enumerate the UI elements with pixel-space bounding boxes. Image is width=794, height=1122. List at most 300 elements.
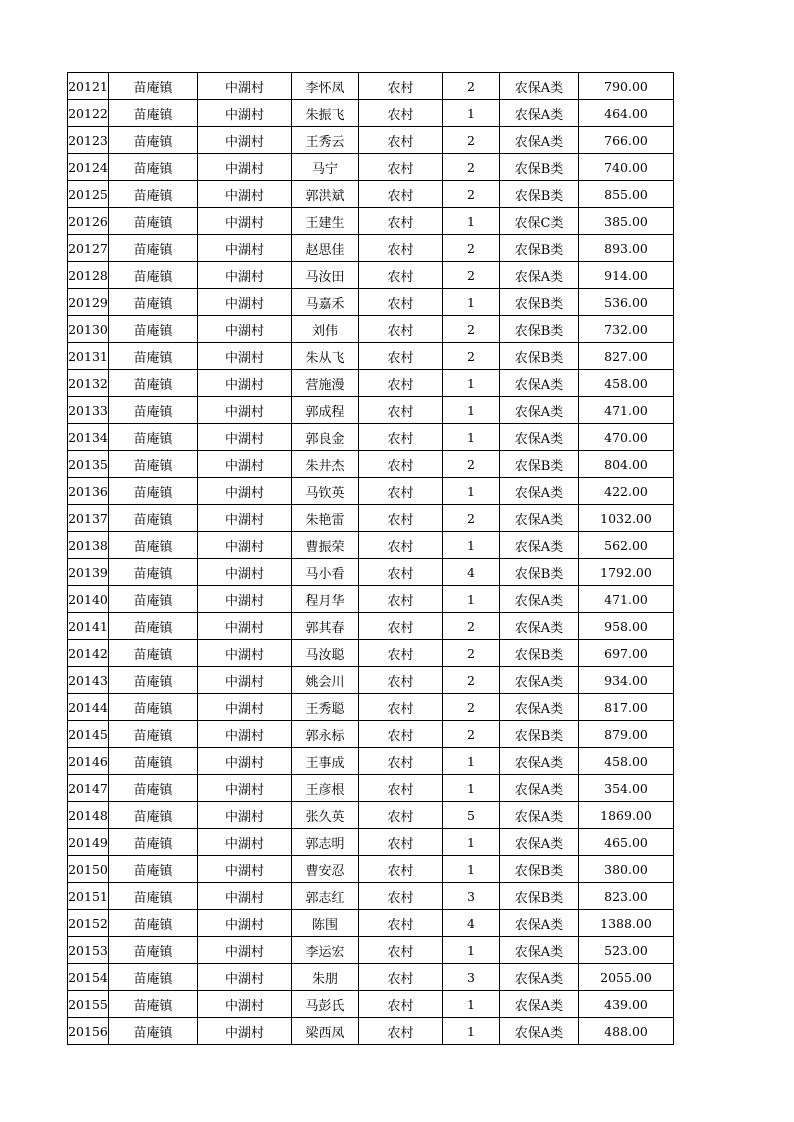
cell-type: 农保A类 bbox=[500, 775, 579, 802]
cell-town: 苗庵镇 bbox=[109, 640, 198, 667]
cell-village: 中湖村 bbox=[198, 505, 292, 532]
table-row bbox=[68, 559, 674, 586]
table-row bbox=[68, 343, 674, 370]
cell-town: 苗庵镇 bbox=[109, 397, 198, 424]
cell-village: 中湖村 bbox=[198, 694, 292, 721]
cell-village: 中湖村 bbox=[198, 343, 292, 370]
cell-town: 苗庵镇 bbox=[109, 613, 198, 640]
cell-area: 农村 bbox=[359, 289, 443, 316]
cell-amount: 855.00 bbox=[579, 181, 674, 208]
cell-area: 农村 bbox=[359, 370, 443, 397]
table-row bbox=[68, 829, 674, 856]
cell-amount: 804.00 bbox=[579, 451, 674, 478]
cell-amount: 827.00 bbox=[579, 343, 674, 370]
cell-amount: 817.00 bbox=[579, 694, 674, 721]
cell-town: 苗庵镇 bbox=[109, 694, 198, 721]
cell-name: 李怀凤 bbox=[292, 73, 359, 100]
cell-type: 农保A类 bbox=[500, 667, 579, 694]
cell-count: 1 bbox=[443, 478, 500, 505]
cell-area: 农村 bbox=[359, 1018, 443, 1045]
cell-count: 1 bbox=[443, 1018, 500, 1045]
cell-village: 中湖村 bbox=[198, 586, 292, 613]
cell-area: 农村 bbox=[359, 964, 443, 991]
cell-area: 农村 bbox=[359, 559, 443, 586]
cell-type: 农保B类 bbox=[500, 721, 579, 748]
cell-amount: 439.00 bbox=[579, 991, 674, 1018]
cell-type: 农保B类 bbox=[500, 559, 579, 586]
cell-count: 4 bbox=[443, 910, 500, 937]
cell-id: 20145 bbox=[68, 721, 109, 748]
cell-id: 20154 bbox=[68, 964, 109, 991]
cell-amount: 790.00 bbox=[579, 73, 674, 100]
cell-type: 农保A类 bbox=[500, 991, 579, 1018]
cell-name: 张久英 bbox=[292, 802, 359, 829]
cell-amount: 732.00 bbox=[579, 316, 674, 343]
cell-id: 20155 bbox=[68, 991, 109, 1018]
records-table-body bbox=[68, 73, 674, 1045]
cell-village: 中湖村 bbox=[198, 829, 292, 856]
cell-amount: 697.00 bbox=[579, 640, 674, 667]
cell-id: 20133 bbox=[68, 397, 109, 424]
cell-name: 马嘉禾 bbox=[292, 289, 359, 316]
cell-village: 中湖村 bbox=[198, 451, 292, 478]
cell-name: 朱朋 bbox=[292, 964, 359, 991]
cell-town: 苗庵镇 bbox=[109, 370, 198, 397]
cell-area: 农村 bbox=[359, 694, 443, 721]
table-row bbox=[68, 640, 674, 667]
cell-id: 20144 bbox=[68, 694, 109, 721]
cell-village: 中湖村 bbox=[198, 640, 292, 667]
cell-village: 中湖村 bbox=[198, 100, 292, 127]
cell-town: 苗庵镇 bbox=[109, 181, 198, 208]
table-row bbox=[68, 505, 674, 532]
table-row bbox=[68, 748, 674, 775]
cell-area: 农村 bbox=[359, 856, 443, 883]
cell-area: 农村 bbox=[359, 235, 443, 262]
cell-id: 20150 bbox=[68, 856, 109, 883]
cell-name: 郭永标 bbox=[292, 721, 359, 748]
cell-town: 苗庵镇 bbox=[109, 829, 198, 856]
table-row bbox=[68, 964, 674, 991]
cell-name: 马钦英 bbox=[292, 478, 359, 505]
cell-name: 李运宏 bbox=[292, 937, 359, 964]
table-row bbox=[68, 235, 674, 262]
cell-town: 苗庵镇 bbox=[109, 451, 198, 478]
cell-id: 20153 bbox=[68, 937, 109, 964]
cell-id: 20129 bbox=[68, 289, 109, 316]
cell-town: 苗庵镇 bbox=[109, 586, 198, 613]
cell-amount: 471.00 bbox=[579, 397, 674, 424]
table-row bbox=[68, 397, 674, 424]
cell-type: 农保A类 bbox=[500, 964, 579, 991]
cell-amount: 354.00 bbox=[579, 775, 674, 802]
cell-town: 苗庵镇 bbox=[109, 856, 198, 883]
table-row bbox=[68, 289, 674, 316]
cell-type: 农保B类 bbox=[500, 343, 579, 370]
cell-amount: 958.00 bbox=[579, 613, 674, 640]
table-row bbox=[68, 910, 674, 937]
cell-count: 1 bbox=[443, 424, 500, 451]
cell-area: 农村 bbox=[359, 397, 443, 424]
cell-village: 中湖村 bbox=[198, 883, 292, 910]
cell-area: 农村 bbox=[359, 883, 443, 910]
cell-count: 5 bbox=[443, 802, 500, 829]
cell-type: 农保A类 bbox=[500, 100, 579, 127]
cell-name: 郭志红 bbox=[292, 883, 359, 910]
cell-id: 20148 bbox=[68, 802, 109, 829]
cell-id: 20135 bbox=[68, 451, 109, 478]
cell-amount: 893.00 bbox=[579, 235, 674, 262]
cell-type: 农保A类 bbox=[500, 937, 579, 964]
cell-type: 农保A类 bbox=[500, 478, 579, 505]
cell-amount: 385.00 bbox=[579, 208, 674, 235]
cell-town: 苗庵镇 bbox=[109, 910, 198, 937]
cell-id: 20142 bbox=[68, 640, 109, 667]
cell-name: 马小看 bbox=[292, 559, 359, 586]
cell-town: 苗庵镇 bbox=[109, 235, 198, 262]
cell-type: 农保B类 bbox=[500, 181, 579, 208]
table-row bbox=[68, 154, 674, 181]
cell-type: 农保A类 bbox=[500, 424, 579, 451]
cell-count: 1 bbox=[443, 100, 500, 127]
cell-count: 2 bbox=[443, 667, 500, 694]
cell-type: 农保A类 bbox=[500, 910, 579, 937]
cell-count: 1 bbox=[443, 829, 500, 856]
table-row bbox=[68, 721, 674, 748]
cell-type: 农保A类 bbox=[500, 505, 579, 532]
cell-town: 苗庵镇 bbox=[109, 532, 198, 559]
cell-amount: 740.00 bbox=[579, 154, 674, 181]
cell-id: 20141 bbox=[68, 613, 109, 640]
cell-count: 4 bbox=[443, 559, 500, 586]
cell-town: 苗庵镇 bbox=[109, 424, 198, 451]
cell-type: 农保B类 bbox=[500, 640, 579, 667]
cell-count: 1 bbox=[443, 748, 500, 775]
cell-village: 中湖村 bbox=[198, 397, 292, 424]
table-row bbox=[68, 694, 674, 721]
cell-amount: 488.00 bbox=[579, 1018, 674, 1045]
cell-id: 20124 bbox=[68, 154, 109, 181]
cell-type: 农保A类 bbox=[500, 262, 579, 289]
cell-count: 1 bbox=[443, 586, 500, 613]
cell-village: 中湖村 bbox=[198, 964, 292, 991]
cell-count: 3 bbox=[443, 883, 500, 910]
cell-area: 农村 bbox=[359, 775, 443, 802]
cell-area: 农村 bbox=[359, 100, 443, 127]
cell-count: 2 bbox=[443, 343, 500, 370]
table-row bbox=[68, 451, 674, 478]
cell-id: 20140 bbox=[68, 586, 109, 613]
cell-name: 刘伟 bbox=[292, 316, 359, 343]
table-row bbox=[68, 127, 674, 154]
cell-area: 农村 bbox=[359, 478, 443, 505]
cell-village: 中湖村 bbox=[198, 73, 292, 100]
cell-area: 农村 bbox=[359, 424, 443, 451]
cell-amount: 471.00 bbox=[579, 586, 674, 613]
cell-amount: 823.00 bbox=[579, 883, 674, 910]
cell-amount: 766.00 bbox=[579, 127, 674, 154]
cell-village: 中湖村 bbox=[198, 559, 292, 586]
cell-village: 中湖村 bbox=[198, 721, 292, 748]
table-row bbox=[68, 424, 674, 451]
cell-id: 20151 bbox=[68, 883, 109, 910]
cell-count: 2 bbox=[443, 127, 500, 154]
cell-id: 20137 bbox=[68, 505, 109, 532]
cell-id: 20121 bbox=[68, 73, 109, 100]
table-row bbox=[68, 1018, 674, 1045]
cell-name: 梁西凤 bbox=[292, 1018, 359, 1045]
cell-type: 农保B类 bbox=[500, 235, 579, 262]
cell-count: 2 bbox=[443, 505, 500, 532]
cell-town: 苗庵镇 bbox=[109, 127, 198, 154]
cell-count: 2 bbox=[443, 154, 500, 181]
table-row bbox=[68, 208, 674, 235]
table-row bbox=[68, 262, 674, 289]
cell-type: 农保A类 bbox=[500, 370, 579, 397]
cell-town: 苗庵镇 bbox=[109, 667, 198, 694]
cell-id: 20146 bbox=[68, 748, 109, 775]
cell-name: 程月华 bbox=[292, 586, 359, 613]
cell-type: 农保B类 bbox=[500, 316, 579, 343]
cell-count: 1 bbox=[443, 856, 500, 883]
cell-village: 中湖村 bbox=[198, 775, 292, 802]
cell-type: 农保B类 bbox=[500, 451, 579, 478]
cell-town: 苗庵镇 bbox=[109, 775, 198, 802]
cell-count: 2 bbox=[443, 73, 500, 100]
table-row bbox=[68, 316, 674, 343]
cell-name: 曹振荣 bbox=[292, 532, 359, 559]
cell-id: 20123 bbox=[68, 127, 109, 154]
cell-name: 马汝聪 bbox=[292, 640, 359, 667]
cell-area: 农村 bbox=[359, 613, 443, 640]
cell-count: 1 bbox=[443, 289, 500, 316]
table-row bbox=[68, 73, 674, 100]
cell-village: 中湖村 bbox=[198, 370, 292, 397]
cell-village: 中湖村 bbox=[198, 910, 292, 937]
cell-amount: 458.00 bbox=[579, 748, 674, 775]
cell-type: 农保A类 bbox=[500, 613, 579, 640]
table-row bbox=[68, 532, 674, 559]
cell-id: 20132 bbox=[68, 370, 109, 397]
cell-amount: 1032.00 bbox=[579, 505, 674, 532]
table-row bbox=[68, 478, 674, 505]
cell-count: 2 bbox=[443, 262, 500, 289]
cell-town: 苗庵镇 bbox=[109, 316, 198, 343]
cell-name: 朱井杰 bbox=[292, 451, 359, 478]
cell-town: 苗庵镇 bbox=[109, 748, 198, 775]
cell-town: 苗庵镇 bbox=[109, 73, 198, 100]
cell-id: 20139 bbox=[68, 559, 109, 586]
records-table bbox=[67, 72, 674, 1045]
cell-village: 中湖村 bbox=[198, 289, 292, 316]
cell-town: 苗庵镇 bbox=[109, 883, 198, 910]
cell-name: 朱艳雷 bbox=[292, 505, 359, 532]
cell-town: 苗庵镇 bbox=[109, 505, 198, 532]
cell-type: 农保A类 bbox=[500, 748, 579, 775]
cell-count: 2 bbox=[443, 181, 500, 208]
cell-name: 王建生 bbox=[292, 208, 359, 235]
cell-count: 2 bbox=[443, 613, 500, 640]
cell-area: 农村 bbox=[359, 991, 443, 1018]
cell-name: 郭成程 bbox=[292, 397, 359, 424]
cell-id: 20122 bbox=[68, 100, 109, 127]
cell-id: 20127 bbox=[68, 235, 109, 262]
cell-village: 中湖村 bbox=[198, 667, 292, 694]
cell-town: 苗庵镇 bbox=[109, 991, 198, 1018]
cell-village: 中湖村 bbox=[198, 748, 292, 775]
cell-village: 中湖村 bbox=[198, 208, 292, 235]
cell-id: 20130 bbox=[68, 316, 109, 343]
cell-area: 农村 bbox=[359, 154, 443, 181]
cell-type: 农保A类 bbox=[500, 532, 579, 559]
cell-count: 1 bbox=[443, 991, 500, 1018]
cell-type: 农保B类 bbox=[500, 154, 579, 181]
cell-id: 20136 bbox=[68, 478, 109, 505]
cell-village: 中湖村 bbox=[198, 316, 292, 343]
cell-area: 农村 bbox=[359, 937, 443, 964]
cell-amount: 914.00 bbox=[579, 262, 674, 289]
cell-name: 陈围 bbox=[292, 910, 359, 937]
cell-amount: 536.00 bbox=[579, 289, 674, 316]
cell-area: 农村 bbox=[359, 748, 443, 775]
cell-type: 农保B类 bbox=[500, 289, 579, 316]
cell-area: 农村 bbox=[359, 802, 443, 829]
cell-amount: 1388.00 bbox=[579, 910, 674, 937]
cell-amount: 380.00 bbox=[579, 856, 674, 883]
cell-village: 中湖村 bbox=[198, 991, 292, 1018]
cell-village: 中湖村 bbox=[198, 424, 292, 451]
cell-name: 马汝田 bbox=[292, 262, 359, 289]
cell-town: 苗庵镇 bbox=[109, 208, 198, 235]
cell-type: 农保A类 bbox=[500, 397, 579, 424]
cell-village: 中湖村 bbox=[198, 262, 292, 289]
cell-type: 农保B类 bbox=[500, 883, 579, 910]
cell-id: 20134 bbox=[68, 424, 109, 451]
cell-area: 农村 bbox=[359, 127, 443, 154]
cell-type: 农保A类 bbox=[500, 127, 579, 154]
cell-town: 苗庵镇 bbox=[109, 262, 198, 289]
cell-amount: 422.00 bbox=[579, 478, 674, 505]
cell-count: 1 bbox=[443, 397, 500, 424]
cell-id: 20149 bbox=[68, 829, 109, 856]
cell-count: 1 bbox=[443, 208, 500, 235]
cell-name: 王秀云 bbox=[292, 127, 359, 154]
cell-amount: 562.00 bbox=[579, 532, 674, 559]
cell-area: 农村 bbox=[359, 208, 443, 235]
cell-count: 1 bbox=[443, 775, 500, 802]
table-row bbox=[68, 667, 674, 694]
cell-count: 2 bbox=[443, 451, 500, 478]
cell-amount: 1869.00 bbox=[579, 802, 674, 829]
cell-amount: 470.00 bbox=[579, 424, 674, 451]
cell-count: 2 bbox=[443, 694, 500, 721]
cell-village: 中湖村 bbox=[198, 154, 292, 181]
cell-village: 中湖村 bbox=[198, 478, 292, 505]
cell-town: 苗庵镇 bbox=[109, 802, 198, 829]
cell-name: 马宁 bbox=[292, 154, 359, 181]
cell-type: 农保A类 bbox=[500, 694, 579, 721]
cell-name: 王彦根 bbox=[292, 775, 359, 802]
cell-area: 农村 bbox=[359, 316, 443, 343]
cell-town: 苗庵镇 bbox=[109, 100, 198, 127]
cell-amount: 879.00 bbox=[579, 721, 674, 748]
table-row bbox=[68, 802, 674, 829]
cell-area: 农村 bbox=[359, 829, 443, 856]
cell-amount: 1792.00 bbox=[579, 559, 674, 586]
cell-name: 郭志明 bbox=[292, 829, 359, 856]
cell-type: 农保A类 bbox=[500, 73, 579, 100]
cell-area: 农村 bbox=[359, 73, 443, 100]
cell-village: 中湖村 bbox=[198, 1018, 292, 1045]
cell-id: 20152 bbox=[68, 910, 109, 937]
cell-area: 农村 bbox=[359, 451, 443, 478]
cell-type: 农保A类 bbox=[500, 586, 579, 613]
table-row bbox=[68, 991, 674, 1018]
cell-count: 2 bbox=[443, 640, 500, 667]
cell-amount: 464.00 bbox=[579, 100, 674, 127]
cell-town: 苗庵镇 bbox=[109, 154, 198, 181]
cell-village: 中湖村 bbox=[198, 802, 292, 829]
cell-name: 郭洪斌 bbox=[292, 181, 359, 208]
cell-id: 20147 bbox=[68, 775, 109, 802]
cell-town: 苗庵镇 bbox=[109, 721, 198, 748]
cell-village: 中湖村 bbox=[198, 532, 292, 559]
cell-village: 中湖村 bbox=[198, 613, 292, 640]
cell-name: 郭其春 bbox=[292, 613, 359, 640]
cell-area: 农村 bbox=[359, 640, 443, 667]
cell-town: 苗庵镇 bbox=[109, 343, 198, 370]
cell-village: 中湖村 bbox=[198, 856, 292, 883]
cell-count: 1 bbox=[443, 532, 500, 559]
cell-type: 农保A类 bbox=[500, 829, 579, 856]
table-row bbox=[68, 613, 674, 640]
cell-amount: 934.00 bbox=[579, 667, 674, 694]
cell-area: 农村 bbox=[359, 532, 443, 559]
table-row bbox=[68, 856, 674, 883]
cell-area: 农村 bbox=[359, 262, 443, 289]
cell-name: 姚会川 bbox=[292, 667, 359, 694]
cell-count: 2 bbox=[443, 235, 500, 262]
table-row bbox=[68, 937, 674, 964]
cell-name: 郭良金 bbox=[292, 424, 359, 451]
cell-name: 营施漫 bbox=[292, 370, 359, 397]
cell-village: 中湖村 bbox=[198, 127, 292, 154]
table-row bbox=[68, 370, 674, 397]
cell-name: 朱振飞 bbox=[292, 100, 359, 127]
table-row bbox=[68, 883, 674, 910]
cell-id: 20143 bbox=[68, 667, 109, 694]
cell-name: 赵思佳 bbox=[292, 235, 359, 262]
cell-name: 王事成 bbox=[292, 748, 359, 775]
cell-amount: 523.00 bbox=[579, 937, 674, 964]
cell-area: 农村 bbox=[359, 667, 443, 694]
cell-id: 20128 bbox=[68, 262, 109, 289]
cell-area: 农村 bbox=[359, 910, 443, 937]
cell-town: 苗庵镇 bbox=[109, 478, 198, 505]
table-row bbox=[68, 775, 674, 802]
cell-count: 1 bbox=[443, 370, 500, 397]
cell-area: 农村 bbox=[359, 586, 443, 613]
cell-id: 20138 bbox=[68, 532, 109, 559]
cell-type: 农保A类 bbox=[500, 1018, 579, 1045]
cell-type: 农保C类 bbox=[500, 208, 579, 235]
table-row bbox=[68, 586, 674, 613]
cell-count: 3 bbox=[443, 964, 500, 991]
cell-amount: 465.00 bbox=[579, 829, 674, 856]
cell-amount: 458.00 bbox=[579, 370, 674, 397]
cell-name: 曹安忍 bbox=[292, 856, 359, 883]
cell-area: 农村 bbox=[359, 343, 443, 370]
